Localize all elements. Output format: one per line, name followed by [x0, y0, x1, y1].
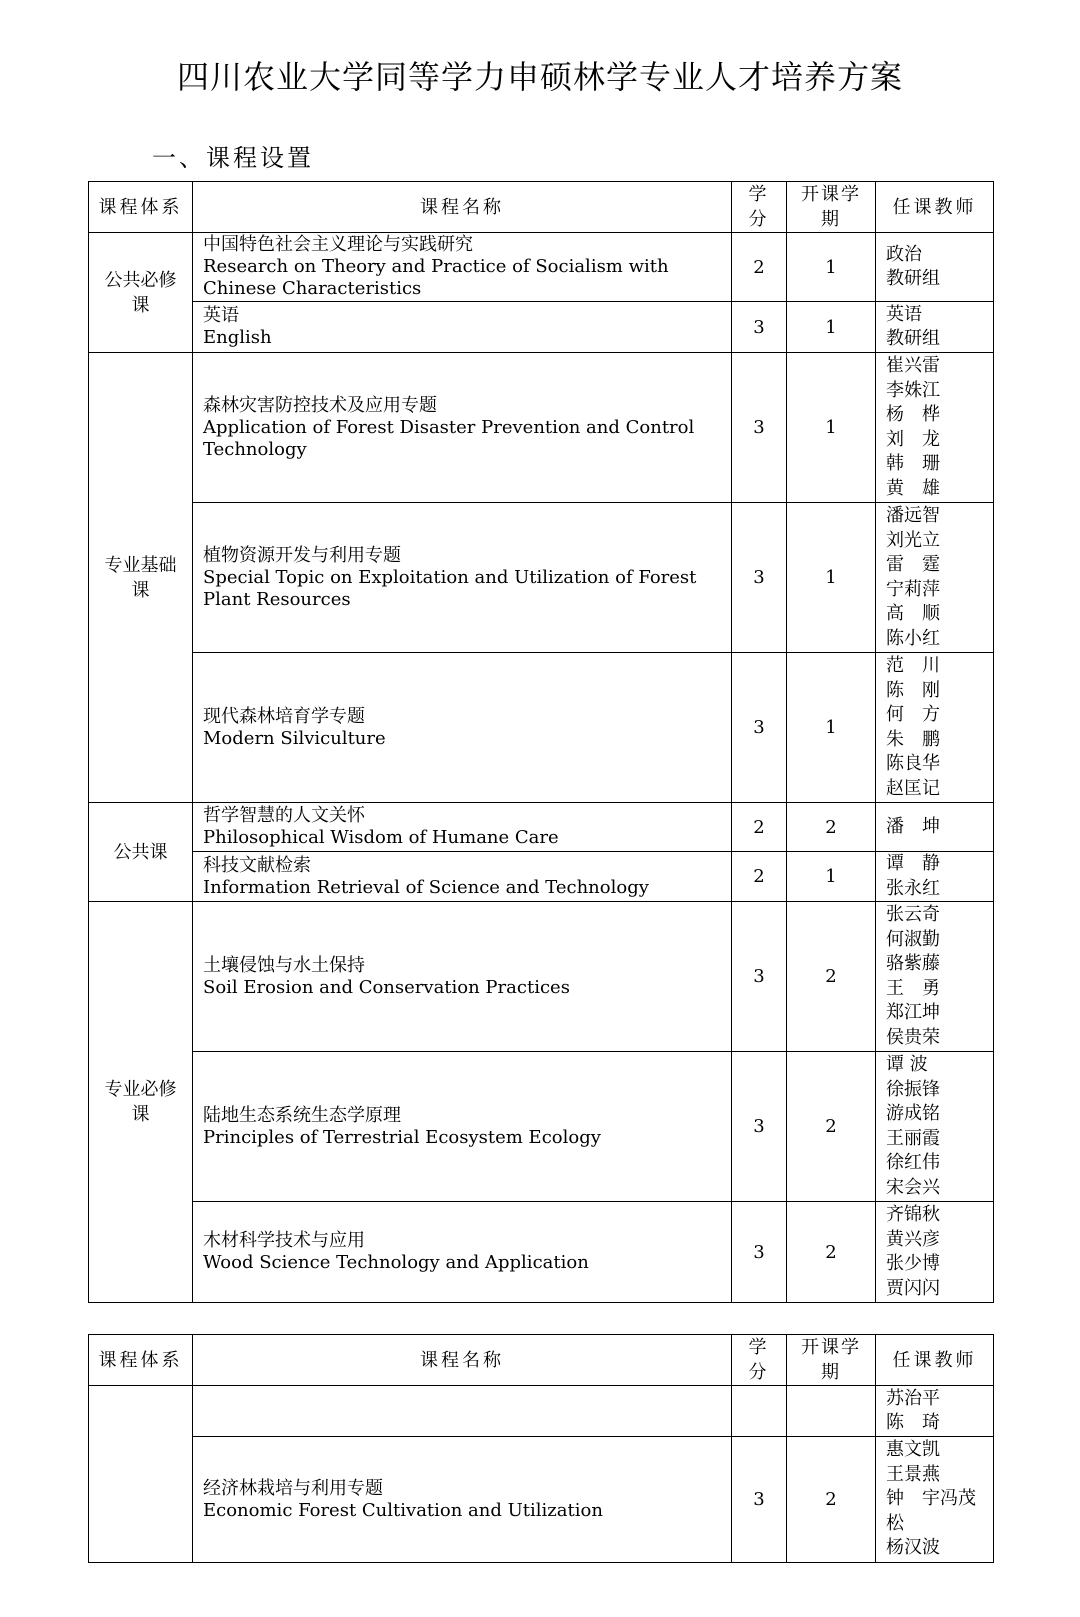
credit-cell: 2: [732, 233, 787, 302]
credit-cell: [732, 1386, 787, 1437]
table-row: [89, 302, 994, 353]
header-semester: 开课学 期: [787, 1335, 876, 1386]
teacher-cell: 政治 教研组: [876, 233, 994, 302]
header-name: 课程名称: [193, 1335, 732, 1386]
teacher-cell: 张云奇 何淑勤 骆紫藤 王 勇 郑江坤 侯贵荣: [876, 902, 994, 1052]
course-name-cell: [193, 1386, 732, 1437]
semester-cell: 2: [787, 1052, 876, 1202]
section-heading: 一、课程设置: [152, 144, 314, 172]
credit-cell: 3: [732, 503, 787, 653]
course-name-cell: 科技文献检索 Information Retrieval of Science and Technology: [193, 852, 732, 902]
teacher-cell: 崔兴雷 李姝江 杨 桦 刘 龙 韩 珊 黄 雄: [876, 353, 994, 503]
teacher-cell: 潘远智 刘光立 雷 霆 宁莉萍 高 顺 陈小红: [876, 503, 994, 653]
semester-cell: 1: [787, 302, 876, 353]
teacher-cell: 潘 坤: [876, 803, 994, 852]
header-teacher: 任课教师: [876, 1335, 994, 1386]
table-row: [89, 1437, 994, 1563]
table-header-row: [89, 182, 994, 233]
header-name: 课程名称: [193, 182, 732, 233]
table-row: [89, 233, 994, 302]
course-name-cell: 陆地生态系统生态学原理 Principles of Terrestrial Ecosystem Ecology: [193, 1052, 732, 1202]
course-name-cell: 英语 English: [193, 302, 732, 353]
header-credit: 学 分: [732, 182, 787, 233]
table-header-row: [89, 1335, 994, 1386]
semester-cell: 2: [787, 1202, 876, 1303]
table-row: [89, 902, 994, 1052]
teacher-cell: 谭 静 张永红: [876, 852, 994, 902]
credit-cell: 3: [732, 1202, 787, 1303]
credit-cell: 2: [732, 803, 787, 852]
document-title: 四川农业大学同等学力申硕林学专业人才培养方案: [176, 58, 903, 96]
credit-cell: 3: [732, 353, 787, 503]
credit-cell: 3: [732, 302, 787, 353]
header-credit: 学 分: [732, 1335, 787, 1386]
semester-cell: [787, 1386, 876, 1437]
table-row: [89, 353, 994, 503]
teacher-cell: 苏治平 陈 琦: [876, 1386, 994, 1437]
table-row: [89, 653, 994, 803]
table-row: [89, 852, 994, 902]
course-name-cell: 经济林栽培与利用专题 Economic Forest Cultivation and Utilization: [193, 1437, 732, 1563]
teacher-cell: 齐锦秋 黄兴彦 张少博 贾闪闪: [876, 1202, 994, 1303]
credit-cell: 3: [732, 1437, 787, 1563]
credit-cell: 3: [732, 1052, 787, 1202]
table-row: [89, 503, 994, 653]
course-name-cell: 植物资源开发与利用专题 Special Topic on Exploitation and Utilization of Forest Plant Resources: [193, 503, 732, 653]
course-system-cell: [89, 1386, 193, 1563]
table-row: [89, 1386, 994, 1437]
semester-cell: 2: [787, 902, 876, 1052]
teacher-cell: 谭 波 徐振锋 游成铭 王丽霞 徐红伟 宋会兴: [876, 1052, 994, 1202]
course-table: [88, 181, 994, 1303]
course-name-cell: 森林灾害防控技术及应用专题 Application of Forest Disaster Prevention and Control Technology: [193, 353, 732, 503]
course-name-cell: 哲学智慧的人文关怀 Philosophical Wisdom of Humane Care: [193, 803, 732, 852]
teacher-cell: 惠文凯 王景燕 钟 宇冯茂 松 杨汉波: [876, 1437, 994, 1563]
course-table-continued: [88, 1334, 994, 1563]
credit-cell: 2: [732, 852, 787, 902]
course-name-cell: 土壤侵蚀与水土保持 Soil Erosion and Conservation Practices: [193, 902, 732, 1052]
course-name-cell: 木材科学技术与应用 Wood Science Technology and Application: [193, 1202, 732, 1303]
semester-cell: 1: [787, 353, 876, 503]
course-name-cell: 现代森林培育学专题 Modern Silviculture: [193, 653, 732, 803]
course-name-cell: 中国特色社会主义理论与实践研究 Research on Theory and Practice of Socialism with Chinese Characteristics: [193, 233, 732, 302]
table-row: [89, 1052, 994, 1202]
semester-cell: 1: [787, 503, 876, 653]
header-semester: 开课学 期: [787, 182, 876, 233]
semester-cell: 2: [787, 803, 876, 852]
credit-cell: 3: [732, 902, 787, 1052]
teacher-cell: 范 川 陈 刚 何 方 朱 鹏 陈良华 赵匡记: [876, 653, 994, 803]
header-teacher: 任课教师: [876, 182, 994, 233]
semester-cell: 2: [787, 1437, 876, 1563]
semester-cell: 1: [787, 852, 876, 902]
header-system: 课程体系: [89, 1335, 193, 1386]
semester-cell: 1: [787, 233, 876, 302]
course-system-cell: 公共必修课: [89, 233, 193, 353]
course-system-cell: 公共课: [89, 803, 193, 902]
credit-cell: 3: [732, 653, 787, 803]
header-system: 课程体系: [89, 182, 193, 233]
table-row: [89, 1202, 994, 1303]
course-system-cell: 专业必修课: [89, 902, 193, 1303]
table-row: [89, 803, 994, 852]
course-system-cell: 专业基础课: [89, 353, 193, 803]
teacher-cell: 英语 教研组: [876, 302, 994, 353]
semester-cell: 1: [787, 653, 876, 803]
